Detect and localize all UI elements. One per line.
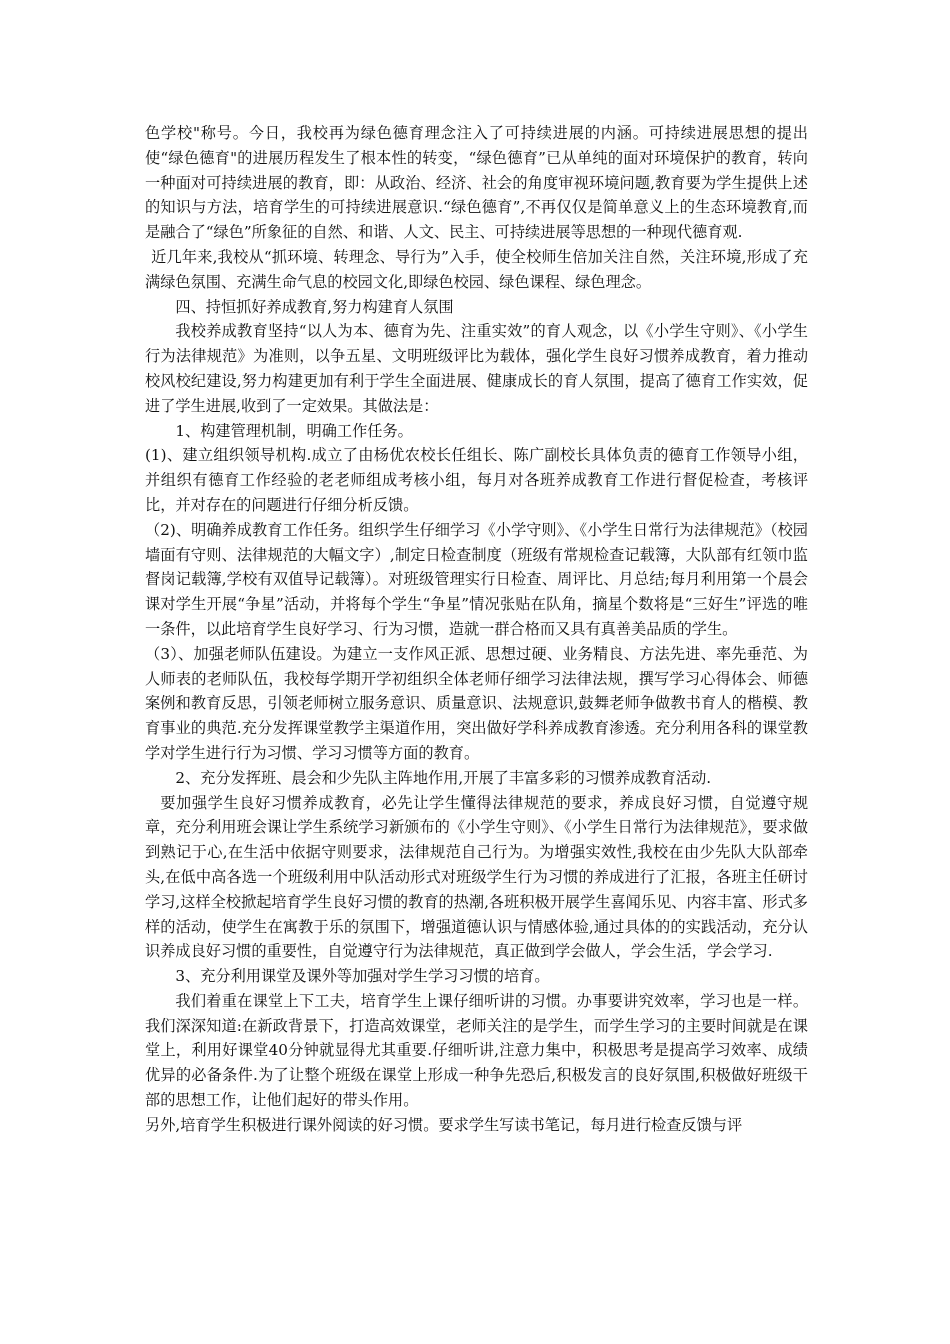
paragraph: 色学校"称号。今日，我校再为绿色德育理念注入了可持续进展的内涵。可持续进展思想的提出使“绿色德育"的进展历程发生了根本性的转变，“绿色德育”已从单纯的面对环境保护的教育，转向一种面对可持续进展的教育，即：从政治、经济、社会的角度审视环境问题,教育要为学生提供上述的知识与方法，培育学生的可持续进展意识.“绿色德育”,不再仅仅是简单意义上的生态环境教育,而是融合了“绿色”所象征的自然、和谐、人文、民主、可持续进展等思想的一种现代德育观. <box>145 124 808 242</box>
paragraph: （3）、加强老师队伍建设。为建立一支作风正派、思想过硬、业务精良、方法先进、率先垂范、为人师表的老师队伍，我校每学期开学初组织全体老师仔细学习法律法规，撰写学习心得体会、师德案例和教育反思，引领老师树立服务意识、质量意识、法规意识,鼓舞老师争做教书育人的楷模、教育事业的典范.充分发挥课堂教学主渠道作用，突出做好学科养成教育渗透。充分利用各科的课堂教学对学生进行行为习惯、学习习惯等方面的教育。 <box>145 644 808 762</box>
document-body <box>145 121 808 1138</box>
paragraph: （2)、明确养成教育工作任务。组织学生仔细学习《小学守则》、《小学生日常行为法律规范》（校园墙面有守则、法律规范的大幅文字）,制定日检查制度（班级有常规检查记载簿，大队部有红领巾监督岗记载簿,学校有双值导记载簿）。对班级管理实行日检查、周评比、月总结;每月利用第一个晨会课对学生开展“争星”活动，并将每个学生“争星”情况张贴在队角，摘星个数将是“三好生”评选的唯一条件，以此培育学生良好学习、行为习惯，造就一群合格而又具有真善美品质的学生。 <box>145 520 808 638</box>
paragraph: 我校养成教育坚持“以人为本、德育为先、注重实效”的育人观念，以《小学生守则》、《小学生行为法律规范》为准则，以争五星、文明班级评比为载体，强化学生良好习惯养成教育，着力推动校风校纪建设,努力构建更加有利于学生全面进展、健康成长的育人氛围，提高了德育工作实效，促进了学生进展,收到了一定效果。其做法是： <box>145 322 808 415</box>
subsection-heading: 2、充分发挥班、晨会和少先队主阵地作用,开展了丰富多彩的习惯养成教育活动. <box>175 768 712 787</box>
section-heading: 四、持恒抓好养成教育,努力构建育人氛围 <box>175 297 454 316</box>
paragraph: 要加强学生良好习惯养成教育，必先让学生懂得法律规范的要求，养成良好习惯，自觉遵守规章，充分利用班会课让学生系统学习新颁布的《小学生守则》、《小学生日常行为法律规范》，要求做到熟记于心,在生活中依据守则要求，法律规范自己行为。为增强实效性,我校在由少先队大队部牵头,在低中高各选一个班级利用中队活动形式对班级学生行为习惯的养成进行了汇报，各班主任研讨学习,这样全校掀起培育学生良好习惯的教育的热潮,各班积极开展学生喜闻乐见、内容丰富、形式多样的活动，使学生在寓教于乐的氛围下，增强道德认识与情感体验,通过具体的的实践活动，充分认识养成良好习惯的重要性，自觉遵守行为法律规范，真正做到学会做人，学会生活，学会学习. <box>145 793 808 961</box>
paragraph: 另外,培育学生积极进行课外阅读的好习惯。要求学生写读书笔记，每月进行检查反馈与评 <box>145 1115 743 1134</box>
paragraph: 我们着重在课堂上下工夫，培育学生上课仔细听讲的习惯。办事要讲究效率，学习也是一样。我们深深知道:在新政背景下，打造高效课堂，老师关注的是学生，而学生学习的主要时间就是在课堂上，利用好课堂40分钟就显得尤其重要.仔细听讲,注意力集中，积极思考是提高学习效率、成绩优异的必备条件.为了让整个班级在课堂上形成一种争先恐后,积极发言的良好氛围,积极做好班级干部的思想工作，让他们起好的带头作用。 <box>145 991 808 1110</box>
paragraph: 近几年来,我校从“抓环境、转理念、导行为”入手，使全校师生倍加关注自然，关注环境,形成了充满绿色氛围、充满生命气息的校园文化,即绿色校园、绿色课程、绿色理念。 <box>145 247 808 291</box>
subsection-heading: 1、构建管理机制，明确工作任务。 <box>175 421 413 440</box>
subsection-heading: 3、充分利用课堂及课外等加强对学生学习习惯的培育。 <box>175 967 550 986</box>
paragraph: (1)、建立组织领导机构.成立了由杨优农校长任组长、陈广副校长具体负责的德育工作领导小组，并组织有德育工作经验的老老师组成考核小组，每月对各班养成教育工作进行督促检查，考核评比，并对存在的问题进行仔细分析反馈。 <box>145 446 808 514</box>
